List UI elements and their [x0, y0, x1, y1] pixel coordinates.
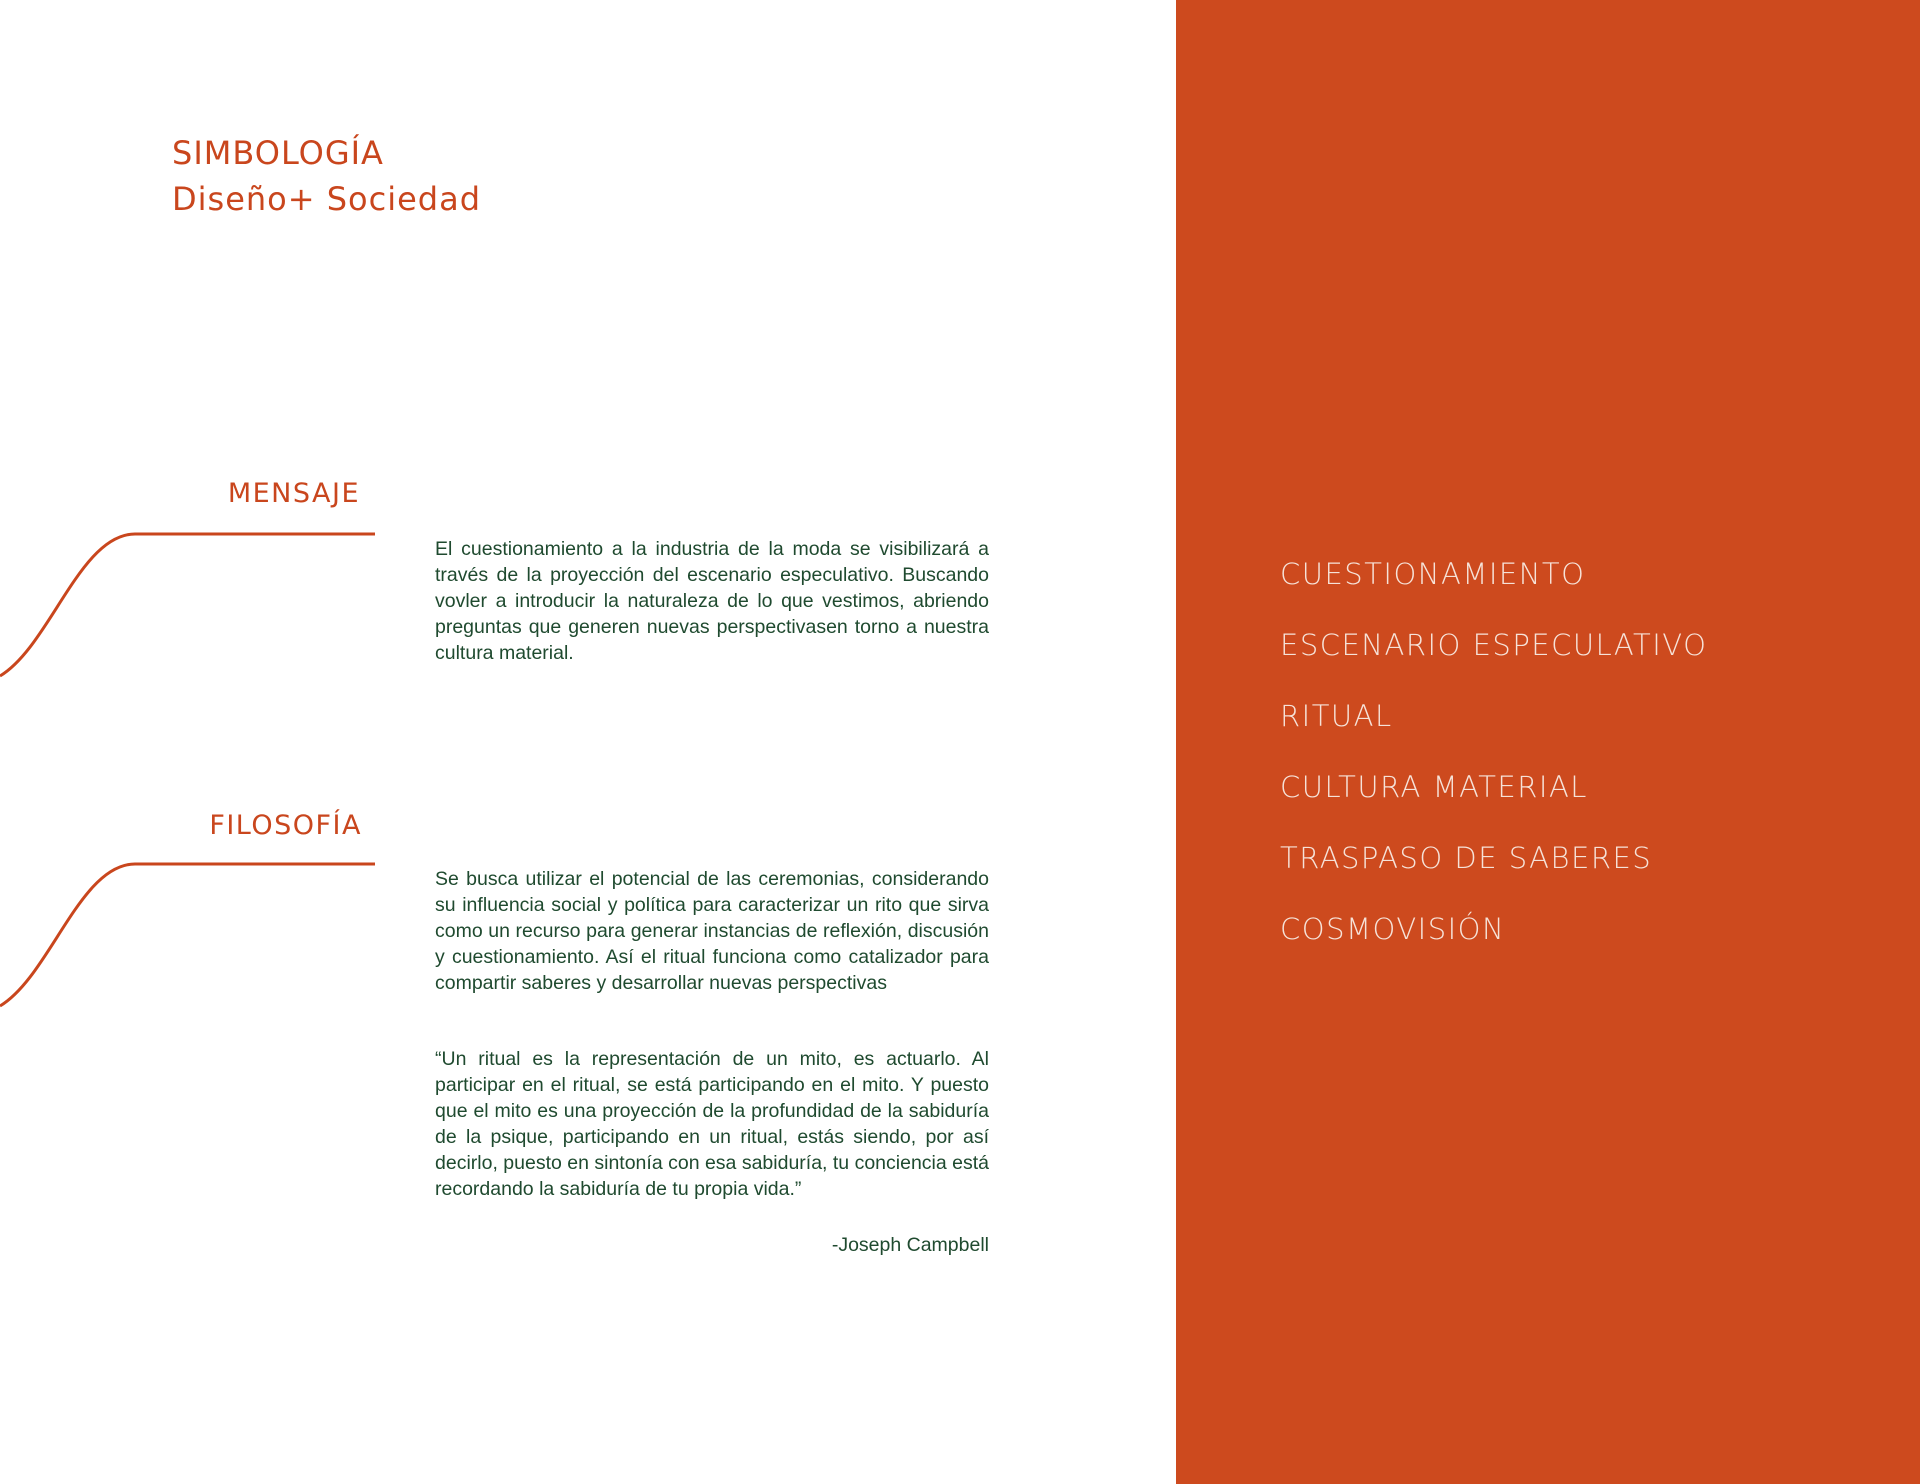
keyword-list: [1280, 556, 1707, 982]
filosofia-paragraph: Se busca utilizar el potencial de las ceremonias, considerando su influencia social y política para caracterizar un rito que sirva como un recurso para generar instancias de reflexión, discusión y cuestionamiento. Así el ritual funciona como catalizador para compartir saberes y desarrollar nuevas perspectivas: [435, 868, 989, 994]
mensaje-paragraph: El cuestionamiento a la industria de la moda se visibilizará a través de la proyección del escenario especulativo. Buscando vovler a introducir la naturaleza de lo que vestimos, abriendo preguntas que generen nuevas perspectivasen torno a nuestra cultura material.: [435, 538, 989, 664]
section-label-filosofia: FILOSOFÍA: [209, 810, 362, 841]
keyword-item: CUESTIONAMIENTO: [1280, 557, 1586, 591]
curve-decoration-mensaje: [0, 536, 380, 696]
campbell-quote: “Un ritual es la representación de un mito, es actuarlo. Al participar en el ritual, se está participando en el mito. Y puesto que el mito es una proyección de la profundidad de la sabiduría de la psique, participando en un ritual, estás siendo, por así decirlo, puesto en sintonía con esa sabiduría, tu conciencia está recordando la sabiduría de tu propia vida.”: [435, 1048, 989, 1200]
curve-line-filosofia: [0, 864, 375, 1006]
page-title: SIMBOLOGÍA: [172, 134, 384, 172]
keyword-item: ESCENARIO ESPECULATIVO: [1280, 628, 1708, 662]
keyword-item: COSMOVISIÓN: [1280, 912, 1506, 946]
curve-decoration-filosofia: [0, 866, 380, 1026]
keyword-item: TRASPASO DE SABERES: [1280, 841, 1653, 875]
page-subtitle: Diseño+ Sociedad: [172, 180, 482, 218]
curve-line-mensaje: [0, 534, 375, 676]
section-label-mensaje: MENSAJE: [227, 478, 360, 509]
quote-attribution: -Joseph Campbell: [831, 1234, 989, 1256]
keyword-item: RITUAL: [1280, 699, 1393, 733]
keyword-item: CULTURA MATERIAL: [1280, 770, 1588, 804]
